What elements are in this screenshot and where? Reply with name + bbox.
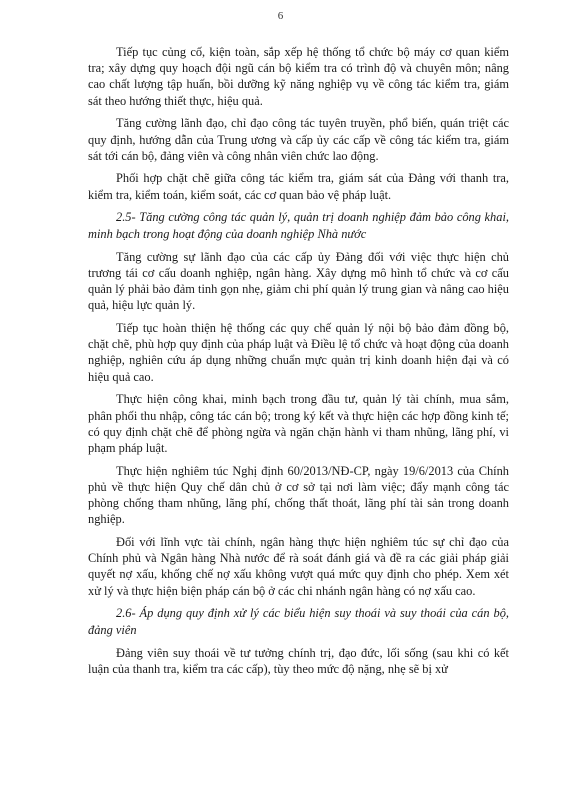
paragraph-4: Tăng cường sự lãnh đạo của các cấp ủy Đảng đối với việc thực hiện chủ trương tái cơ cấu doanh nghiệp, ngân hàng. Xây dựng mô hình tổ chức và cơ cấu quản lý phải bảo đảm tinh gọn nhẹ, giảm chi phí quản lý trung gian và nâng cao hiệu quả, hiệu lực quản lý. (88, 249, 509, 313)
paragraph-7: Thực hiện nghiêm túc Nghị định 60/2013/NĐ-CP, ngày 19/6/2013 của Chính phủ về thực hiện Quy chế dân chủ ở cơ sở tại nơi làm việc; đẩy mạnh công tác phòng chống tham nhũng, lãng phí, chống thất thoát, lãng phí tài sản trong doanh nghiệp. (88, 463, 509, 527)
document-body (88, 44, 509, 684)
section-heading-2-5: 2.5- Tăng cường công tác quản lý, quản trị doanh nghiệp đảm bảo công khai, minh bạch trong hoạt động của doanh nghiệp Nhà nước (88, 210, 509, 241)
section-heading-2-6: 2.6- Áp dụng quy định xử lý các biểu hiện suy thoái và suy thoái của cán bộ, đảng viên (88, 606, 509, 637)
page-number: 6 (277, 10, 284, 22)
paragraph-5: Tiếp tục hoàn thiện hệ thống các quy chế quản lý nội bộ bảo đảm đồng bộ, chặt chẽ, phù hợp quy định của pháp luật và Điều lệ tổ chức và hoạt động của doanh nghiệp, nghiên cứu áp dụng những chuẩn mực quản trị kinh doanh hiện đại và có hiệu quả cao. (88, 321, 509, 384)
paragraph-8: Đối với lĩnh vực tài chính, ngân hàng thực hiện nghiêm túc sự chỉ đạo của Chính phủ và Ngân hàng Nhà nước để rà soát đánh giá và đề ra các giải pháp giải quyết nợ xấu, khống chế nợ xấu không vượt quá mức quy định cho phép. Xem xét xử lý và thực hiện biện pháp cán bộ ở các chi nhánh ngân hàng có nợ xấu cao. (88, 534, 509, 598)
paragraph-1: Tiếp tục củng cố, kiện toàn, sắp xếp hệ thống tổ chức bộ máy cơ quan kiểm tra; xây dựng quy hoạch đội ngũ cán bộ kiểm tra có trình độ và chuyên môn; nâng cao chất lượng tập huấn, bồi dưỡng kỹ năng nghiệp vụ về công tác kiểm tra, giám sát theo hướng thiết thực, hiệu quả. (88, 45, 509, 108)
paragraph-6: Thực hiện công khai, minh bạch trong đầu tư, quản lý tài chính, mua sắm, phân phối thu nhập, công tác cán bộ; trong ký kết và thực hiện các hợp đồng kinh tế; có quy định chặt chẽ để phòng ngừa và ngăn chặn hành vi tham nhũng, lãng phí, vi phạm pháp luật. (88, 392, 509, 455)
paragraph-9: Đảng viên suy thoái về tư tưởng chính trị, đạo đức, lối sống (sau khi có kết luận của thanh tra, kiểm tra các cấp), tùy theo mức độ nặng, nhẹ sẽ bị xử (88, 645, 509, 676)
paragraph-3: Phối hợp chặt chẽ giữa công tác kiểm tra, giám sát của Đảng với thanh tra, kiểm tra, kiểm toán, kiểm soát, các cơ quan bảo vệ pháp luật. (88, 171, 509, 202)
paragraph-2: Tăng cường lãnh đạo, chỉ đạo công tác tuyên truyền, phổ biến, quán triệt các quy định, hướng dẫn của Trung ương và cấp ủy các cấp về công tác kiểm tra, giám sát tới cán bộ, đảng viên và công nhân viên chức lao động. (88, 116, 509, 163)
